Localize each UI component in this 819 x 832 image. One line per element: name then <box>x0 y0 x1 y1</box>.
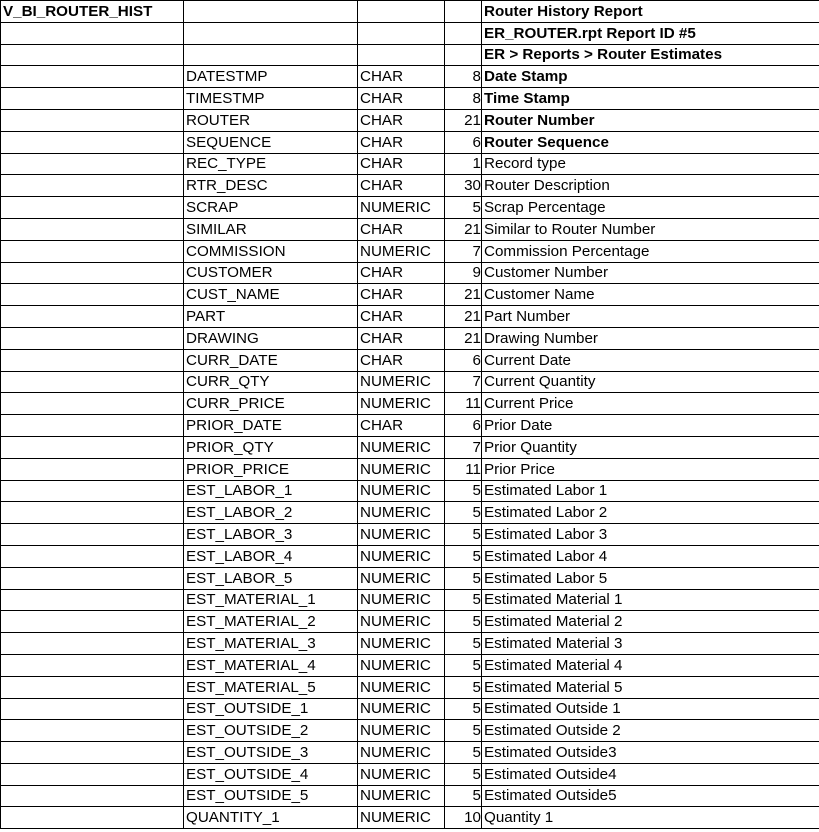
field-description-cell: Estimated Outside 1 <box>482 698 819 720</box>
row-table-cell <box>1 415 184 437</box>
table-row <box>1 66 819 88</box>
field-name-cell: COMMISSION <box>184 240 358 262</box>
row-table-cell <box>1 327 184 349</box>
field-description-cell: Quantity 1 <box>482 807 819 829</box>
table-row <box>1 327 819 349</box>
row-table-cell <box>1 262 184 284</box>
field-length-cell: 5 <box>445 785 482 807</box>
row-table-cell <box>1 153 184 175</box>
table-row <box>1 742 819 764</box>
field-length-cell: 8 <box>445 88 482 110</box>
field-description-cell: Estimated Material 3 <box>482 633 819 655</box>
field-description-cell: Record type <box>482 153 819 175</box>
field-length-cell: 5 <box>445 524 482 546</box>
field-name-cell: EST_OUTSIDE_3 <box>184 742 358 764</box>
field-name-cell: EST_LABOR_3 <box>184 524 358 546</box>
field-name-cell: PRIOR_PRICE <box>184 458 358 480</box>
row-table-cell <box>1 371 184 393</box>
field-name-cell: CURR_DATE <box>184 349 358 371</box>
row-table-cell <box>1 240 184 262</box>
field-length-cell: 30 <box>445 175 482 197</box>
table-row <box>1 567 819 589</box>
field-name-cell: CUST_NAME <box>184 284 358 306</box>
field-description-cell: Estimated Outside4 <box>482 763 819 785</box>
field-description-cell: Router Description <box>482 175 819 197</box>
field-type-cell: NUMERIC <box>358 197 445 219</box>
field-length-cell: 5 <box>445 654 482 676</box>
field-length-cell: 5 <box>445 676 482 698</box>
row-table-cell <box>1 480 184 502</box>
field-name-cell: DRAWING <box>184 327 358 349</box>
row-table-cell <box>1 436 184 458</box>
field-length-cell: 5 <box>445 611 482 633</box>
field-description-cell: Date Stamp <box>482 66 819 88</box>
field-description-cell: Similar to Router Number <box>482 218 819 240</box>
field-name-cell: SCRAP <box>184 197 358 219</box>
field-type-cell: CHAR <box>358 218 445 240</box>
table-row <box>1 676 819 698</box>
field-description-cell: Estimated Labor 5 <box>482 567 819 589</box>
field-type-cell: NUMERIC <box>358 763 445 785</box>
field-length-cell: 21 <box>445 109 482 131</box>
field-description-cell: Prior Price <box>482 458 819 480</box>
table-row <box>1 415 819 437</box>
field-type-cell: NUMERIC <box>358 545 445 567</box>
field-length-cell: 11 <box>445 458 482 480</box>
field-type-cell: NUMERIC <box>358 436 445 458</box>
empty-cell <box>445 22 482 44</box>
field-length-cell: 5 <box>445 502 482 524</box>
empty-cell <box>184 44 358 66</box>
field-length-cell: 5 <box>445 480 482 502</box>
field-name-cell: CUSTOMER <box>184 262 358 284</box>
field-name-cell: QUANTITY_1 <box>184 807 358 829</box>
row-table-cell <box>1 785 184 807</box>
field-length-cell: 6 <box>445 131 482 153</box>
field-name-cell: ROUTER <box>184 109 358 131</box>
field-length-cell: 8 <box>445 66 482 88</box>
field-length-cell: 21 <box>445 218 482 240</box>
field-description-cell: Commission Percentage <box>482 240 819 262</box>
field-name-cell: RTR_DESC <box>184 175 358 197</box>
field-length-cell: 5 <box>445 545 482 567</box>
field-type-cell: NUMERIC <box>358 371 445 393</box>
field-name-cell: EST_LABOR_4 <box>184 545 358 567</box>
field-type-cell: NUMERIC <box>358 785 445 807</box>
field-length-cell: 5 <box>445 567 482 589</box>
field-type-cell: CHAR <box>358 109 445 131</box>
field-name-cell: DATESTMP <box>184 66 358 88</box>
row-table-cell <box>1 349 184 371</box>
field-type-cell: NUMERIC <box>358 676 445 698</box>
field-description-cell: Drawing Number <box>482 327 819 349</box>
header-row-path <box>1 44 819 66</box>
row-table-cell <box>1 66 184 88</box>
field-type-cell: CHAR <box>358 66 445 88</box>
field-length-cell: 21 <box>445 306 482 328</box>
field-type-cell: NUMERIC <box>358 654 445 676</box>
field-description-cell: Estimated Labor 4 <box>482 545 819 567</box>
table-row <box>1 524 819 546</box>
field-name-cell: SIMILAR <box>184 218 358 240</box>
table-row <box>1 284 819 306</box>
empty-cell <box>358 1 445 23</box>
table-row <box>1 240 819 262</box>
row-table-cell <box>1 742 184 764</box>
field-length-cell: 5 <box>445 698 482 720</box>
field-type-cell: NUMERIC <box>358 633 445 655</box>
field-description-cell: Estimated Outside3 <box>482 742 819 764</box>
field-type-cell: NUMERIC <box>358 240 445 262</box>
row-table-cell <box>1 545 184 567</box>
empty-cell <box>184 1 358 23</box>
row-table-cell <box>1 698 184 720</box>
field-name-cell: PRIOR_QTY <box>184 436 358 458</box>
field-description-cell: Time Stamp <box>482 88 819 110</box>
field-length-cell: 7 <box>445 436 482 458</box>
table-row <box>1 131 819 153</box>
field-description-cell: Estimated Material 4 <box>482 654 819 676</box>
field-type-cell: NUMERIC <box>358 480 445 502</box>
field-type-cell: NUMERIC <box>358 698 445 720</box>
empty-cell <box>445 44 482 66</box>
row-table-cell <box>1 306 184 328</box>
field-description-cell: Router Sequence <box>482 131 819 153</box>
field-type-cell: NUMERIC <box>358 524 445 546</box>
field-type-cell: NUMERIC <box>358 742 445 764</box>
field-type-cell: NUMERIC <box>358 589 445 611</box>
table-row <box>1 393 819 415</box>
field-length-cell: 7 <box>445 371 482 393</box>
field-name-cell: EST_MATERIAL_3 <box>184 633 358 655</box>
row-table-cell <box>1 807 184 829</box>
field-name-cell: EST_LABOR_1 <box>184 480 358 502</box>
row-table-cell <box>1 676 184 698</box>
field-description-cell: Current Quantity <box>482 371 819 393</box>
field-length-cell: 6 <box>445 349 482 371</box>
field-name-cell: EST_OUTSIDE_1 <box>184 698 358 720</box>
row-table-cell <box>1 633 184 655</box>
field-length-cell: 5 <box>445 633 482 655</box>
empty-cell <box>358 44 445 66</box>
field-description-cell: Router Number <box>482 109 819 131</box>
field-length-cell: 1 <box>445 153 482 175</box>
field-name-cell: EST_OUTSIDE_4 <box>184 763 358 785</box>
table-row <box>1 720 819 742</box>
header-row-file <box>1 22 819 44</box>
header-row-title <box>1 1 819 23</box>
table-row <box>1 545 819 567</box>
field-name-cell: EST_LABOR_5 <box>184 567 358 589</box>
field-description-cell: Prior Date <box>482 415 819 437</box>
field-length-cell: 21 <box>445 327 482 349</box>
table-row <box>1 807 819 829</box>
field-spec-body <box>1 1 819 829</box>
field-length-cell: 5 <box>445 742 482 764</box>
row-table-cell <box>1 502 184 524</box>
menu-path-cell: ER > Reports > Router Estimates <box>482 44 819 66</box>
empty-cell <box>358 22 445 44</box>
row-table-cell <box>1 175 184 197</box>
field-description-cell: Estimated Labor 2 <box>482 502 819 524</box>
field-type-cell: NUMERIC <box>358 807 445 829</box>
field-length-cell: 5 <box>445 197 482 219</box>
table-row <box>1 109 819 131</box>
field-description-cell: Estimated Material 1 <box>482 589 819 611</box>
field-type-cell: NUMERIC <box>358 458 445 480</box>
field-length-cell: 10 <box>445 807 482 829</box>
table-row <box>1 698 819 720</box>
row-table-cell <box>1 284 184 306</box>
empty-cell <box>445 1 482 23</box>
field-description-cell: Current Price <box>482 393 819 415</box>
field-name-cell: EST_MATERIAL_1 <box>184 589 358 611</box>
report-title-cell: Router History Report <box>482 1 819 23</box>
field-name-cell: CURR_QTY <box>184 371 358 393</box>
field-type-cell: CHAR <box>358 131 445 153</box>
field-description-cell: Scrap Percentage <box>482 197 819 219</box>
table-row <box>1 480 819 502</box>
row-table-cell <box>1 458 184 480</box>
row-table-cell <box>1 131 184 153</box>
table-row <box>1 371 819 393</box>
row-table-cell <box>1 567 184 589</box>
field-type-cell: CHAR <box>358 88 445 110</box>
report-file-cell: ER_ROUTER.rpt Report ID #5 <box>482 22 819 44</box>
field-name-cell: TIMESTMP <box>184 88 358 110</box>
field-type-cell: CHAR <box>358 349 445 371</box>
row-table-cell <box>1 720 184 742</box>
field-type-cell: CHAR <box>358 306 445 328</box>
empty-cell <box>1 22 184 44</box>
field-type-cell: NUMERIC <box>358 567 445 589</box>
field-name-cell: EST_MATERIAL_5 <box>184 676 358 698</box>
table-row <box>1 262 819 284</box>
field-description-cell: Estimated Outside5 <box>482 785 819 807</box>
field-description-cell: Customer Name <box>482 284 819 306</box>
empty-cell <box>184 22 358 44</box>
row-table-cell <box>1 589 184 611</box>
field-description-cell: Estimated Outside 2 <box>482 720 819 742</box>
table-row <box>1 153 819 175</box>
table-row <box>1 218 819 240</box>
row-table-cell <box>1 197 184 219</box>
field-description-cell: Part Number <box>482 306 819 328</box>
field-name-cell: EST_MATERIAL_2 <box>184 611 358 633</box>
row-table-cell <box>1 654 184 676</box>
table-row <box>1 306 819 328</box>
field-description-cell: Estimated Labor 3 <box>482 524 819 546</box>
field-description-cell: Estimated Material 5 <box>482 676 819 698</box>
field-length-cell: 11 <box>445 393 482 415</box>
table-row <box>1 589 819 611</box>
field-type-cell: CHAR <box>358 327 445 349</box>
field-description-cell: Customer Number <box>482 262 819 284</box>
field-name-cell: PRIOR_DATE <box>184 415 358 437</box>
field-description-cell: Estimated Labor 1 <box>482 480 819 502</box>
field-length-cell: 21 <box>445 284 482 306</box>
field-type-cell: NUMERIC <box>358 393 445 415</box>
empty-cell <box>1 44 184 66</box>
field-type-cell: NUMERIC <box>358 720 445 742</box>
field-type-cell: CHAR <box>358 153 445 175</box>
table-row <box>1 654 819 676</box>
table-row <box>1 633 819 655</box>
row-table-cell <box>1 88 184 110</box>
field-type-cell: CHAR <box>358 262 445 284</box>
field-name-cell: PART <box>184 306 358 328</box>
table-row <box>1 763 819 785</box>
field-name-cell: EST_LABOR_2 <box>184 502 358 524</box>
field-length-cell: 6 <box>445 415 482 437</box>
table-row <box>1 611 819 633</box>
field-length-cell: 5 <box>445 763 482 785</box>
field-name-cell: EST_MATERIAL_4 <box>184 654 358 676</box>
field-length-cell: 5 <box>445 720 482 742</box>
row-table-cell <box>1 393 184 415</box>
field-length-cell: 9 <box>445 262 482 284</box>
table-row <box>1 197 819 219</box>
field-type-cell: CHAR <box>358 415 445 437</box>
field-length-cell: 7 <box>445 240 482 262</box>
table-row <box>1 175 819 197</box>
row-table-cell <box>1 218 184 240</box>
field-length-cell: 5 <box>445 589 482 611</box>
table-row <box>1 436 819 458</box>
row-table-cell <box>1 763 184 785</box>
field-description-cell: Estimated Material 2 <box>482 611 819 633</box>
field-description-cell: Prior Quantity <box>482 436 819 458</box>
table-row <box>1 458 819 480</box>
row-table-cell <box>1 611 184 633</box>
field-type-cell: NUMERIC <box>358 611 445 633</box>
row-table-cell <box>1 524 184 546</box>
table-row <box>1 349 819 371</box>
row-table-cell <box>1 109 184 131</box>
field-name-cell: REC_TYPE <box>184 153 358 175</box>
field-name-cell: CURR_PRICE <box>184 393 358 415</box>
table-row <box>1 785 819 807</box>
field-type-cell: CHAR <box>358 175 445 197</box>
field-name-cell: EST_OUTSIDE_2 <box>184 720 358 742</box>
field-description-cell: Current Date <box>482 349 819 371</box>
table-row <box>1 88 819 110</box>
field-type-cell: NUMERIC <box>358 502 445 524</box>
field-type-cell: CHAR <box>358 284 445 306</box>
table-name-cell: V_BI_ROUTER_HIST <box>1 1 184 23</box>
field-name-cell: EST_OUTSIDE_5 <box>184 785 358 807</box>
table-row <box>1 502 819 524</box>
field-name-cell: SEQUENCE <box>184 131 358 153</box>
